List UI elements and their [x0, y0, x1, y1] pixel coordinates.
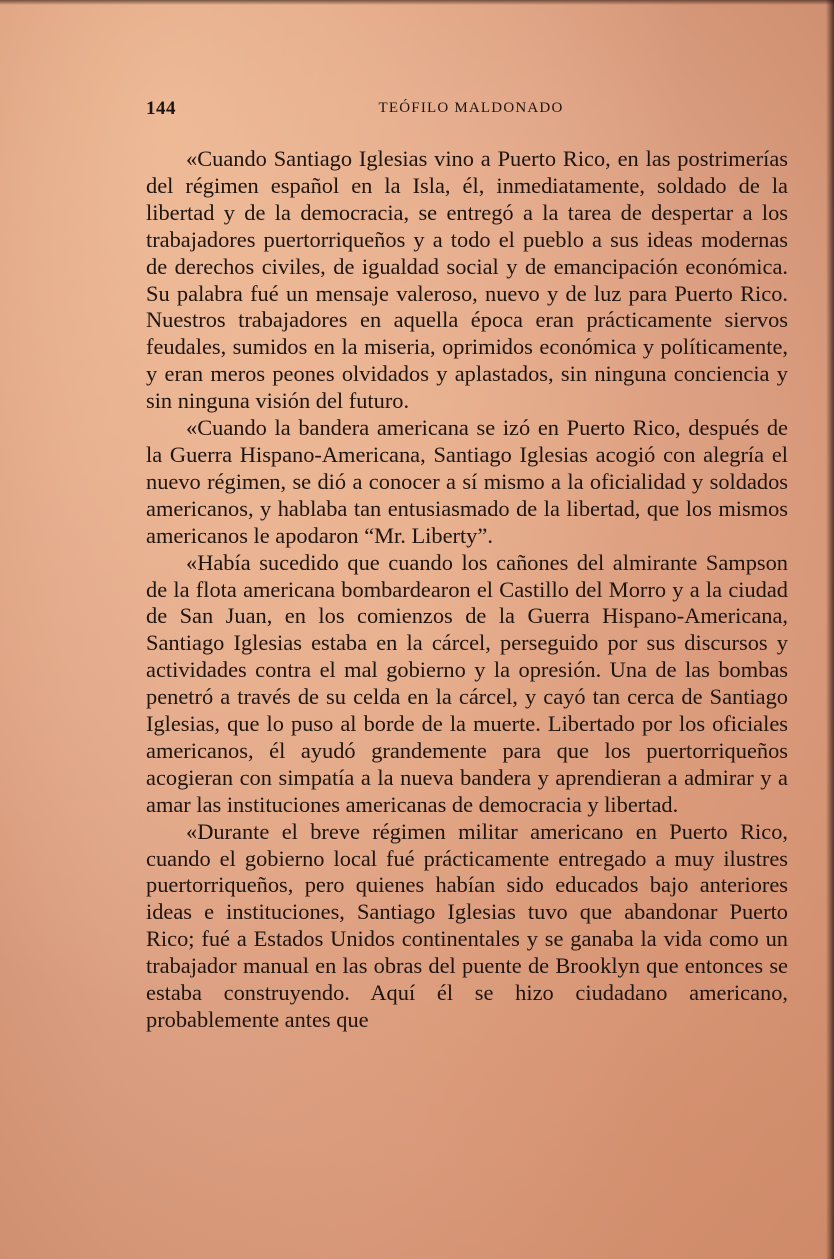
page-top-shadow: [0, 0, 834, 5]
paragraph-4: «Durante el breve régimen militar americano en Puerto Rico, cuando el gobierno local fué prácticamente entregado a muy ilustres puertorriqueños, pero quienes habían sido educados bajo anteriores ideas e instituciones, Santiago Iglesias tuvo que abandonar Puerto Rico; fué a Estados Unidos continentales y se ganaba la vida como un trabajador manual en las obras del puente de Brooklyn que entonces se estaba construyendo. Aquí él se hizo ciudadano americano, probablemente antes que: [146, 818, 788, 1032]
page-right-shadow: [826, 0, 834, 1259]
paragraph-3: «Había sucedido que cuando los cañones del almirante Sampson de la flota americana bombardearon el Castillo del Morro y a la ciudad de San Juan, en los comienzos de la Guerra Hispano-Americana, Santiago Iglesias estaba en la cárcel, perseguido por sus discursos y actividades contra el mal gobierno y la opresión. Una de las bombas penetró a través de su celda en la cárcel, y cayó tan cerca de Santiago Iglesias, que lo puso al borde de la muerte. Libertado por los oficiales americanos, él ayudó grandemente para que los puertorriqueños acogieran con simpatía a la nueva bandera y aprendieran a admirar y a amar las instituciones americanas de democracia y libertad.: [146, 549, 788, 817]
running-head: TEÓFILO MALDONADO: [378, 100, 564, 116]
paragraph-2: «Cuando la bandera americana se izó en Puerto Rico, después de la Guerra Hispano-Americana, Santiago Iglesias acogió con alegría el nuevo régimen, se dió a conocer a sí mismo a la oficialidad y soldados americanos, y hablaba tan entusiasmado de la libertad, que los mismos americanos le apodaron “Mr. Liberty”.: [146, 415, 788, 548]
body-text: [146, 146, 788, 1034]
page-number: 144: [146, 98, 176, 119]
paragraph-1: «Cuando Santiago Iglesias vino a Puerto Rico, en las postrimerías del régimen español en la Isla, él, inmediatamente, soldado de la libertad y de la democracia, se entregó a la tarea de despertar a los trabajadores puertorriqueños y a todo el pueblo a sus ideas modernas de derechos civiles, de igualdad social y de emancipación económica. Su palabra fué un mensaje valeroso, nuevo y de luz para Puerto Rico. Nuestros trabajadores en aquella época eran prácticamente siervos feudales, sumidos en la miseria, oprimidos económica y políticamente, y eran meros peones olvidados y aplastados, sin ninguna conciencia y sin ninguna visión del futuro.: [146, 146, 788, 414]
page-header: [146, 98, 788, 124]
